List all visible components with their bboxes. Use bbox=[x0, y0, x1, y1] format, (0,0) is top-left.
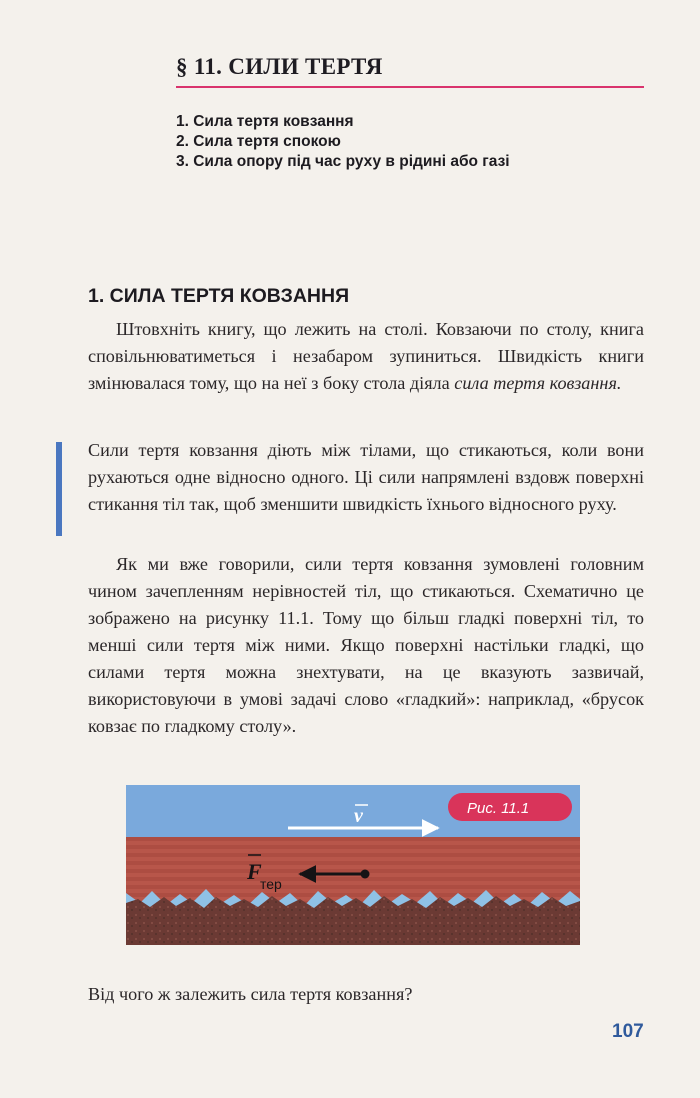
figure-11-1 bbox=[126, 785, 580, 945]
toc-item: 3. Сила опору під час руху в рідині або газі bbox=[176, 153, 510, 170]
definition-paragraph: Сили тертя ковзання діють між тілами, що стикаються, коли вони рухаються одне відносно одного. Ці сили напрямлені вздовж поверхні стикання тіл так, щоб зменшити швидкість їхнього відносного руху. bbox=[88, 440, 644, 514]
explanation-paragraph: Як ми вже говорили, сили тертя ковзання зумовлені головним чином зачепленням нерівностей тіл, що стикаються. Схематично це зображено на рисунку 11.1. Тому що більш гладкі поверхні тіл, то менші сили тертя між ними. Якщо поверхні настільки гладкі, що силами тертя можна знехтувати, на це вказують зазвичай, використовуючи в умові задачі слово «гладкий»: наприклад, «брусок ковзає по гладкому столу». bbox=[88, 554, 644, 736]
sliding-block bbox=[126, 837, 580, 903]
section-header bbox=[176, 54, 644, 88]
section-contents bbox=[176, 112, 510, 172]
term-highlight: сила тертя ковзання. bbox=[454, 373, 622, 393]
intro-paragraph bbox=[88, 316, 644, 397]
velocity-label: v bbox=[354, 805, 363, 827]
friction-diagram bbox=[126, 785, 580, 945]
subsection-heading: 1. СИЛА ТЕРТЯ КОВЗАННЯ bbox=[88, 285, 350, 307]
intro-text: Штовхніть книгу, що лежить на столі. Ковзаючи по столу, книга сповільнюватиметься і незабаром зупиниться. Швидкість книги змінювалася тому, що на неї з боку стола діяла bbox=[88, 319, 644, 393]
section-title-main: § 11. СИЛИ ТЕРТЯ bbox=[176, 54, 644, 88]
force-application-point bbox=[361, 870, 370, 879]
toc-item: 2. Сила тертя спокою bbox=[176, 133, 341, 150]
figure-label: Рис. 11.1 bbox=[467, 800, 530, 817]
force-label: F bbox=[247, 859, 262, 884]
toc-item: 1. Сила тертя ковзання bbox=[176, 113, 354, 130]
definition-marker-bar bbox=[56, 442, 62, 536]
force-subscript: тер bbox=[260, 876, 282, 892]
page-number: 107 bbox=[612, 1021, 644, 1042]
closing-question: Від чого ж залежить сила тертя ковзання? bbox=[88, 984, 413, 1004]
